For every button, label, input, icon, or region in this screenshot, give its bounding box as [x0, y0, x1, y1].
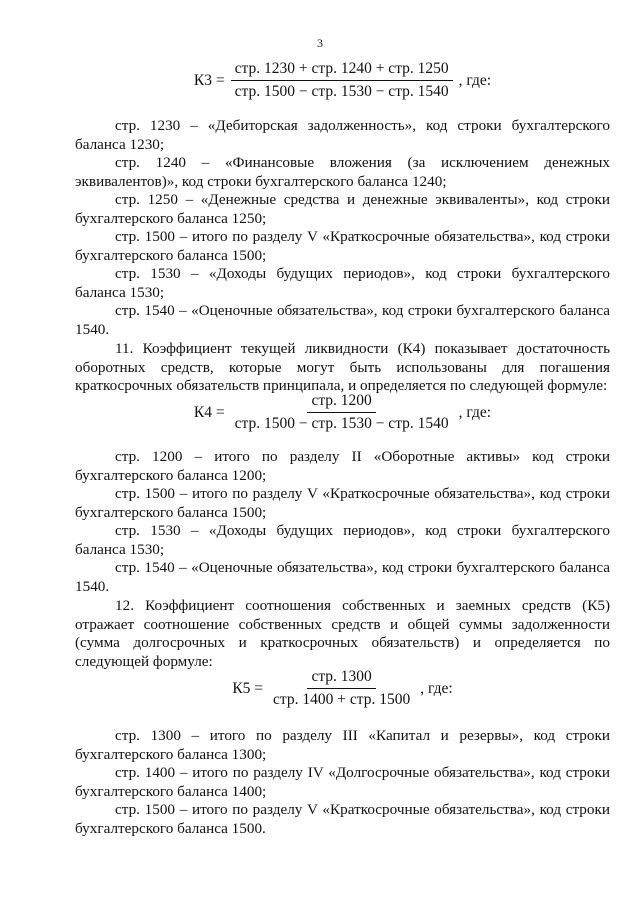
- formula-k5-tail: , где:: [420, 679, 453, 697]
- formula-k4-fraction: [231, 392, 453, 433]
- formula-k3-lhs: К3 =: [193, 71, 225, 89]
- formula-k4-tail: , где:: [458, 403, 492, 421]
- formula-k5-fraction: [269, 668, 414, 709]
- formula-k4: [75, 392, 610, 433]
- formula-k5-lhs: К5 =: [232, 679, 264, 697]
- definition-item: стр. 1540 – «Оценочные обязательства», код строки бухгалтерского баланса 1540.: [75, 559, 610, 595]
- formula-k5-denominator: стр. 1400 + стр. 1500: [273, 691, 411, 708]
- definition-item: стр. 1500 – итого по разделу V «Краткосрочные обязательства», код строки бухгалтерского баланса 1500;: [75, 228, 610, 264]
- formula-k3: [75, 60, 610, 101]
- formula-k3-tail: , где:: [458, 71, 492, 89]
- formula-k4-lhs: К4 =: [193, 403, 225, 421]
- definition-item: стр. 1240 – «Финансовые вложения (за исключением денежных эквивалентов)», код строки бухгалтерского баланса 1240;: [75, 154, 610, 190]
- definition-item: стр. 1250 – «Денежные средства и денежные эквиваленты», код строки бухгалтерского баланса 1250;: [75, 191, 610, 227]
- definition-item: стр. 1500 – итого по разделу V «Краткосрочные обязательства», код строки бухгалтерского баланса 1500;: [75, 485, 610, 521]
- formula-k4-numerator: стр. 1200: [307, 392, 375, 413]
- formula-k5: [75, 668, 610, 709]
- formula-k3-fraction: [231, 60, 453, 101]
- definition-item: стр. 1400 – итого по разделу IV «Долгосрочные обязательства», код строки бухгалтерского баланса 1400;: [75, 764, 610, 800]
- definition-item: стр. 1540 – «Оценочные обязательства», код строки бухгалтерского баланса 1540.: [75, 302, 610, 338]
- paragraph-11: 11. Коэффициент текущей ликвидности (К4) показывает достаточность оборотных средств, которые могут быть использованы для погашения краткосрочных обязательств принципала, и определяется по следующей формуле:: [75, 340, 610, 394]
- definition-item: стр. 1200 – итого по разделу II «Оборотные активы» код строки бухгалтерского баланса 1200;: [75, 448, 610, 484]
- formula-k3-denominator: стр. 1500 − стр. 1530 − стр. 1540: [234, 83, 449, 100]
- definition-item: стр. 1230 – «Дебиторская задолженность», код строки бухгалтерского баланса 1230;: [75, 117, 610, 153]
- definition-item: стр. 1530 – «Доходы будущих периодов», код строки бухгалтерского баланса 1530;: [75, 522, 610, 558]
- definition-item: стр. 1530 – «Доходы будущих периодов», код строки бухгалтерского баланса 1530;: [75, 265, 610, 301]
- paragraph-12: 12. Коэффициент соотношения собственных и заемных средств (К5) отражает соотношение собственных средств и общей суммы задолженности (сумма долгосрочных и краткосрочных обязательств) и определяется по следующей формуле:: [75, 597, 610, 670]
- formula-k5-numerator: стр. 1300: [307, 668, 375, 689]
- definition-item: стр. 1300 – итого по разделу III «Капитал и резервы», код строки бухгалтерского баланса 1300;: [75, 727, 610, 763]
- definition-item: стр. 1500 – итого по разделу V «Краткосрочные обязательства», код строки бухгалтерского баланса 1500.: [75, 801, 610, 837]
- formula-k3-numerator: стр. 1230 + стр. 1240 + стр. 1250: [231, 60, 453, 81]
- formula-k4-denominator: стр. 1500 − стр. 1530 − стр. 1540: [234, 415, 449, 432]
- page-number: 3: [317, 36, 323, 50]
